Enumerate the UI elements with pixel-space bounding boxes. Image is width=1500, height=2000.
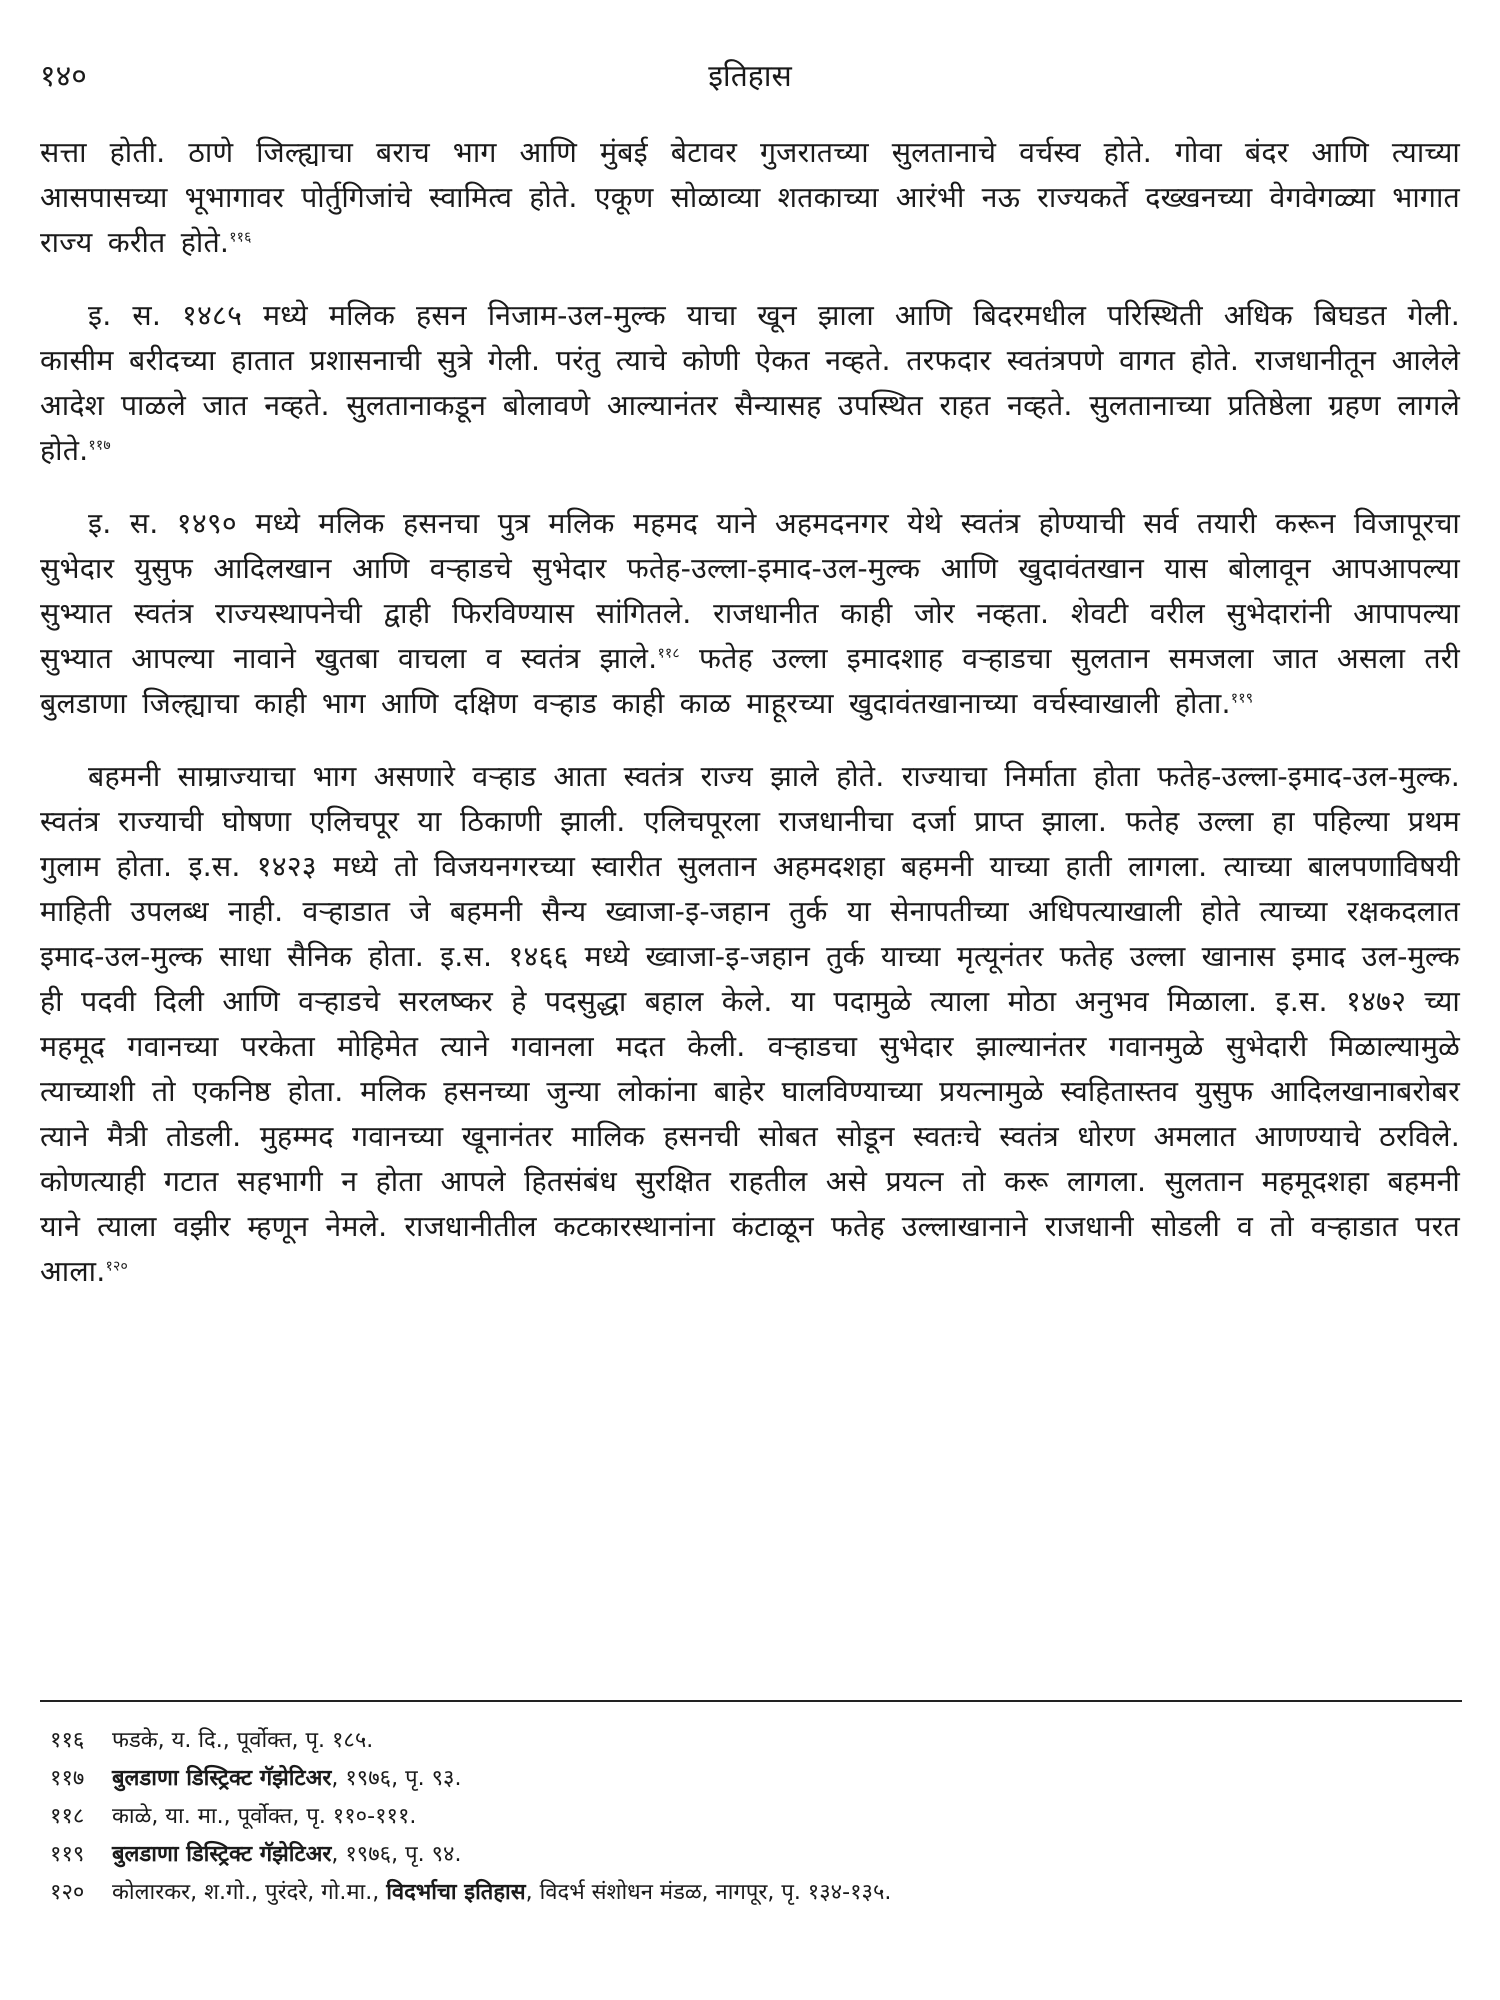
footnote-title: विदर्भाचा इतिहास [386, 1880, 526, 1905]
footnote-number: ११९ [50, 1842, 85, 1867]
footnote-divider [40, 1700, 1462, 1702]
footnote-item [50, 1722, 1450, 1760]
footnote-title: बुलडाणा डिस्ट्रिक्ट गॅझेटिअर [112, 1766, 332, 1791]
footnote-number: ११८ [50, 1804, 85, 1829]
footnote-item [50, 1760, 1450, 1798]
paragraph-text: बहमनी साम्राज्याचा भाग असणारे वऱ्हाड आता स्वतंत्र राज्य झाले होते. राज्याचा निर्माता होता फतेह-उल्ला-इमाद-उल-मुल्क. स्वतंत्र राज्याची घोषणा एलिचपूर या ठिकाणी झाली. एलिचपूरला राजधानीचा दर्जा प्राप्त झाला. फतेह उल्ला हा पहिल्या प्रथम गुलाम होता. इ.स. १४२३ मध्ये तो विजयनगरच्या स्वारीत सुलतान अहमदशहा बहमनी याच्या हाती लागला. त्याच्या बालपणाविषयी माहिती उपलब्ध नाही. वऱ्हाडात जे बहमनी सैन्य ख्वाजा-इ-जहान तुर्क या सेनापतीच्या अधिपत्याखाली होते त्याच्या रक्षकदलात इमाद-उल-मुल्क साधा सैनिक होता. इ.स. १४६६ मध्ये ख्वाजा-इ-जहान तुर्क याच्या मृत्यूनंतर फतेह उल्ला खानास इमाद उल-मुल्क ही पदवी दिली आणि वऱ्हाडचे सरलष्कर हे पदसुद्धा बहाल केले. या पदामुळे त्याला मोठा अनुभव मिळाला. इ.स. १४७२ च्या महमूद गवानच्या परकेता मोहिमेत त्याने गवानला मदत केली. वऱ्हाडचा सुभेदार झाल्यानंतर गवानमुळे सुभेदारी मिळाल्यामुळे त्याच्याशी तो एकनिष्ठ होता. मलिक हसनच्या जुन्या लोकांना बाहेर घालविण्याच्या प्रयत्नामुळे स्वहितास्तव युसुफ आदिलखानाबरोबर त्याने मैत्री तोडली. मुहम्मद गवानच्या खूनानंतर मालिक हसनची सोबत सोडून स्वतःचे स्वतंत्र धोरण अमलात आणण्याचे ठरविले. कोणत्याही गटात सहभागी न होता आपले हितसंबंध सुरक्षित राहतील असे प्रयत्न तो करू लागला. सुलतान महमूदशहा बहमनी याने त्याला वझीर म्हणून नेमले. राजधानीतील कटकारस्थानांना कंटाळून फतेह उल्लाखानाने राजधानी सोडली व तो वऱ्हाडात परत आला. [40, 760, 1460, 1288]
paragraph-text: सत्ता होती. ठाणे जिल्ह्याचा बराच भाग आणि मुंबई बेटावर गुजरातच्या सुलतानाचे वर्चस्व होते. गोवा बंदर आणि त्याच्या आसपासच्या भूभागावर पोर्तुगिजांचे स्वामित्व होते. एकूण सोळाव्या शतकाच्या आरंभी नऊ राज्यकर्ते दख्खनच्या वेगवेगळ्या भागात राज्य करीत होते. [40, 136, 1460, 259]
paragraph [40, 293, 1460, 473]
footnote-reference: ११९ [1230, 690, 1254, 707]
paragraph [40, 130, 1460, 265]
footnote-text: , १९७६, पृ. ९३. [331, 1766, 462, 1791]
footnote-text: , १९७६, पृ. ९४. [331, 1842, 462, 1867]
paragraph-text: फतेह उल्ला इमादशाह वऱ्हाडचा सुलतान समजला जात असला तरी बुलडाणा जिल्ह्याचा काही भाग आणि दक्षिण वऱ्हाड काही काळ माहूरच्या खुदावंतखानाच्या वर्चस्वाखाली होता. [40, 642, 1461, 720]
paragraph [40, 754, 1460, 1294]
body-text [40, 130, 1460, 1322]
footnote-item [50, 1798, 1450, 1836]
paragraph-text: इ. स. १४९० मध्ये मलिक हसनचा पुत्र मलिक महमद याने अहमदनगर येथे स्वतंत्र होण्याची सर्व तयारी करून विजापूरचा सुभेदार युसुफ आदिलखान आणि वऱ्हाडचे सुभेदार फतेह-उल्ला-इमाद-उल-मुल्क आणि खुदावंतखान यास बोलावून आपआपल्या सुभ्यात स्वतंत्र राज्यस्थापनेची द्वाही फिरविण्यास सांगितले. राजधानीत काही जोर नव्हता. शेवटी वरील सुभेदारांनी आपापल्या सुभ्यात आपल्या नावाने खुतबा वाचला व स्वतंत्र झाले. [40, 507, 1460, 675]
paragraph [40, 501, 1460, 726]
paragraph-text: इ. स. १४८५ मध्ये मलिक हसन निजाम-उल-मुल्क याचा खून झाला आणि बिदरमधील परिस्थिती अधिक बिघडत गेली. कासीम बरीदच्या हातात प्रशासनाची सुत्रे गेली. परंतु त्याचे कोणी ऐकत नव्हते. तरफदार स्वतंत्रपणे वागत होते. राजधानीतून आलेले आदेश पाळले जात नव्हते. सुलतानाकडून बोलावणे आल्यानंतर सैन्यासह उपस्थित राहत नव्हते. सुलतानाच्या प्रतिष्ठेला ग्रहण लागले होते. [40, 299, 1460, 467]
footnote-text: फडके, य. दि., पूर्वोक्त, पृ. १८५. [112, 1728, 374, 1753]
footnote-reference: ११८ [657, 645, 680, 662]
running-title: इतिहास [708, 59, 792, 94]
page-number: १४० [40, 59, 87, 94]
footnote-text: काळे, या. मा., पूर्वोक्त, पृ. ११०-१११. [112, 1804, 417, 1829]
footnote-item [50, 1836, 1450, 1874]
footnote-reference: ११७ [88, 437, 111, 454]
footnote-number: ११७ [50, 1766, 85, 1791]
footnote-number: १२० [50, 1880, 85, 1905]
footnote-text: कोलारकर, श.गो., पुरंदरे, गो.मा., [112, 1880, 387, 1905]
footnote-item [50, 1874, 1450, 1912]
footnote-number: ११६ [50, 1728, 85, 1753]
footnote-reference: ११६ [229, 229, 252, 246]
footnotes [50, 1722, 1450, 1912]
page-header [40, 52, 1460, 102]
footnote-title: बुलडाणा डिस्ट्रिक्ट गॅझेटिअर [112, 1842, 332, 1867]
footnote-text: , विदर्भ संशोधन मंडळ, नागपूर, पृ. १३४-१३५. [525, 1880, 892, 1905]
footnote-reference: १२० [105, 1258, 128, 1275]
